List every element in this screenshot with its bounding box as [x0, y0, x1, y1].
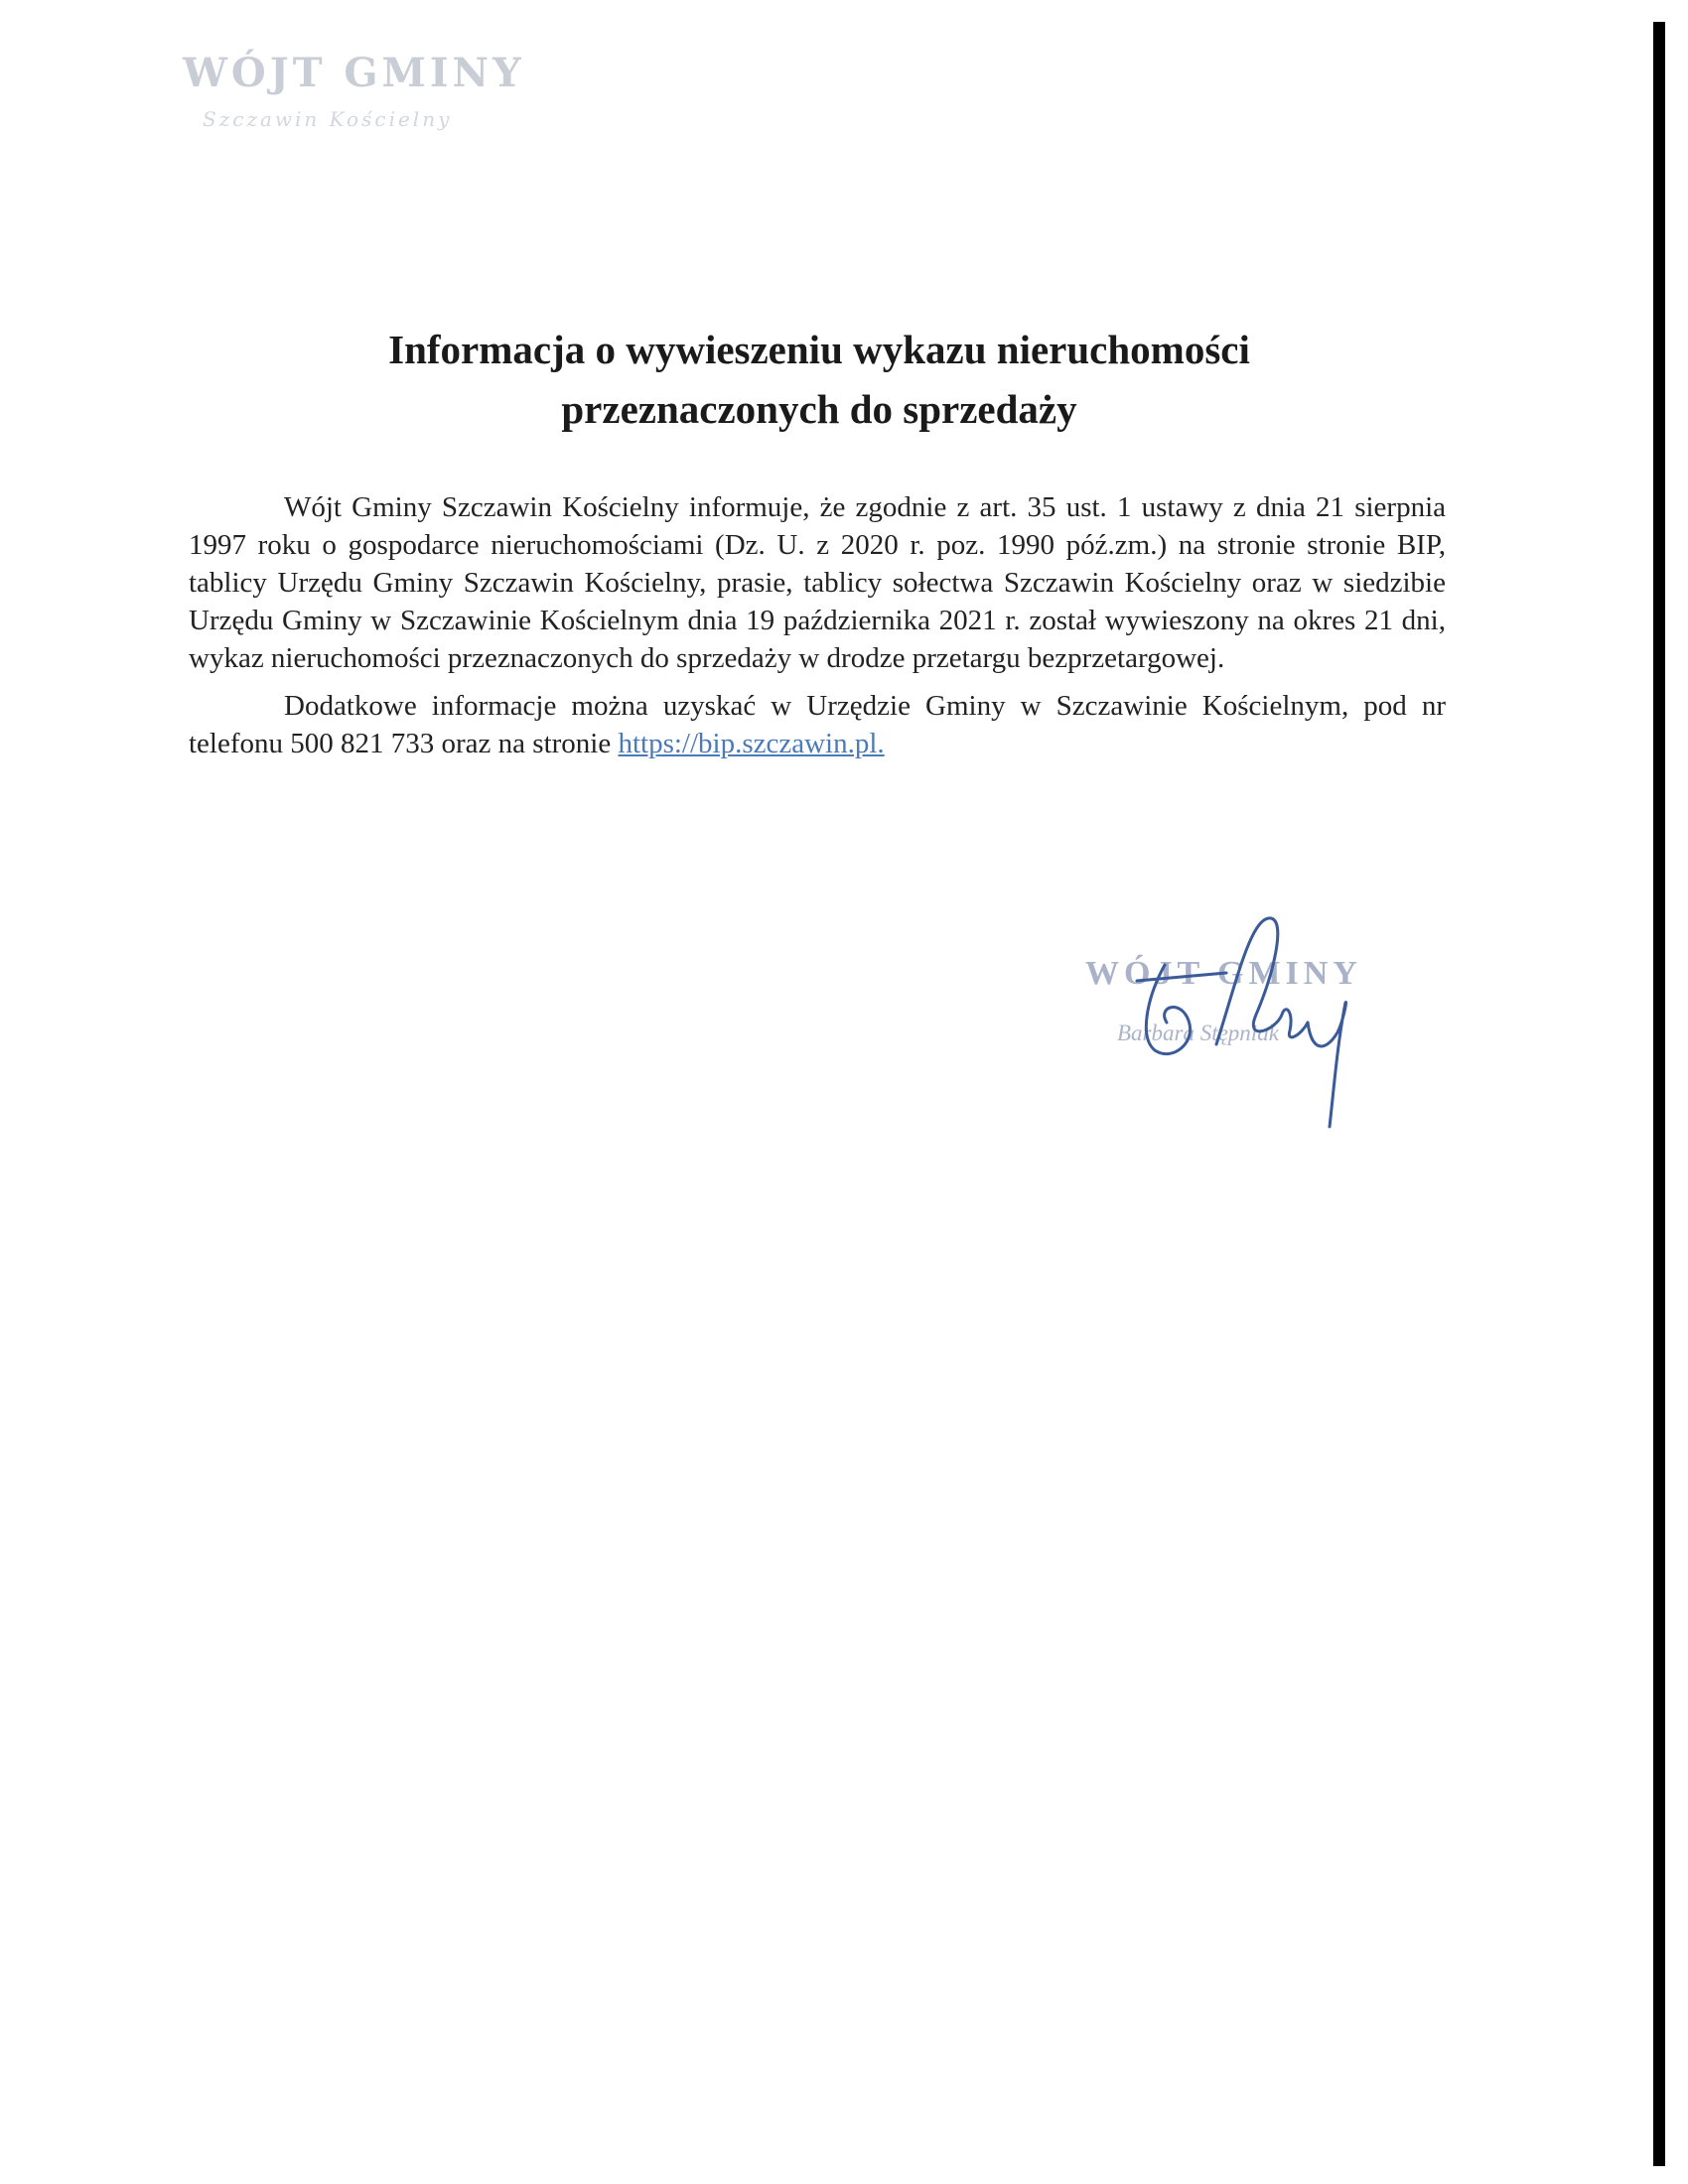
office-stamp-line1: WÓJT GMINY: [183, 50, 525, 96]
title-line-2: przeznaczonych do sprzedaży: [561, 386, 1077, 432]
handwritten-signature: [1077, 903, 1375, 1132]
signature-stamp-name: Barbara Stępniak: [1117, 1021, 1279, 1045]
scan-edge-bar: [1653, 22, 1665, 2166]
office-stamp: [179, 50, 536, 149]
paragraph-2-text: Dodatkowe informacje można uzyskać w Urzędzie Gminy w Szczawinie Kościelnym, pod nr telefonu 500 821 733 oraz na stronie: [189, 690, 1446, 759]
paragraph-2: [189, 687, 1446, 762]
title-line-1: Informacja o wywieszeniu wykazu nieruchomości: [388, 327, 1250, 372]
signature-block: [1077, 903, 1375, 1132]
paragraph-1: Wójt Gminy Szczawin Kościelny informuje, że zgodnie z art. 35 ust. 1 ustawy z dnia 21 sierpnia 1997 roku o gospodarce nieruchomościami (Dz. U. z 2020 r. poz. 1990 póź.zm.) na stronie stronie BIP, tablicy Urzędu Gminy Szczawin Kościelny, prasie, tablicy sołectwa Szczawin Kościelny oraz w siedzibie Urzędu Gminy w Szczawinie Kościelnym dnia 19 października 2021 r. został wywieszony na okres 21 dni, wykaz nieruchomości przeznaczonych do sprzedaży w drodze przetargu bezprzetargowej.: [189, 491, 1446, 674]
signature-stamp-title: WÓJT GMINY: [1085, 955, 1362, 992]
document-title: [179, 320, 1460, 439]
document-body: [189, 488, 1446, 772]
office-stamp-line2: Szczawin Kościelny: [203, 107, 453, 131]
bip-link[interactable]: https://bip.szczawin.pl.: [618, 728, 885, 759]
